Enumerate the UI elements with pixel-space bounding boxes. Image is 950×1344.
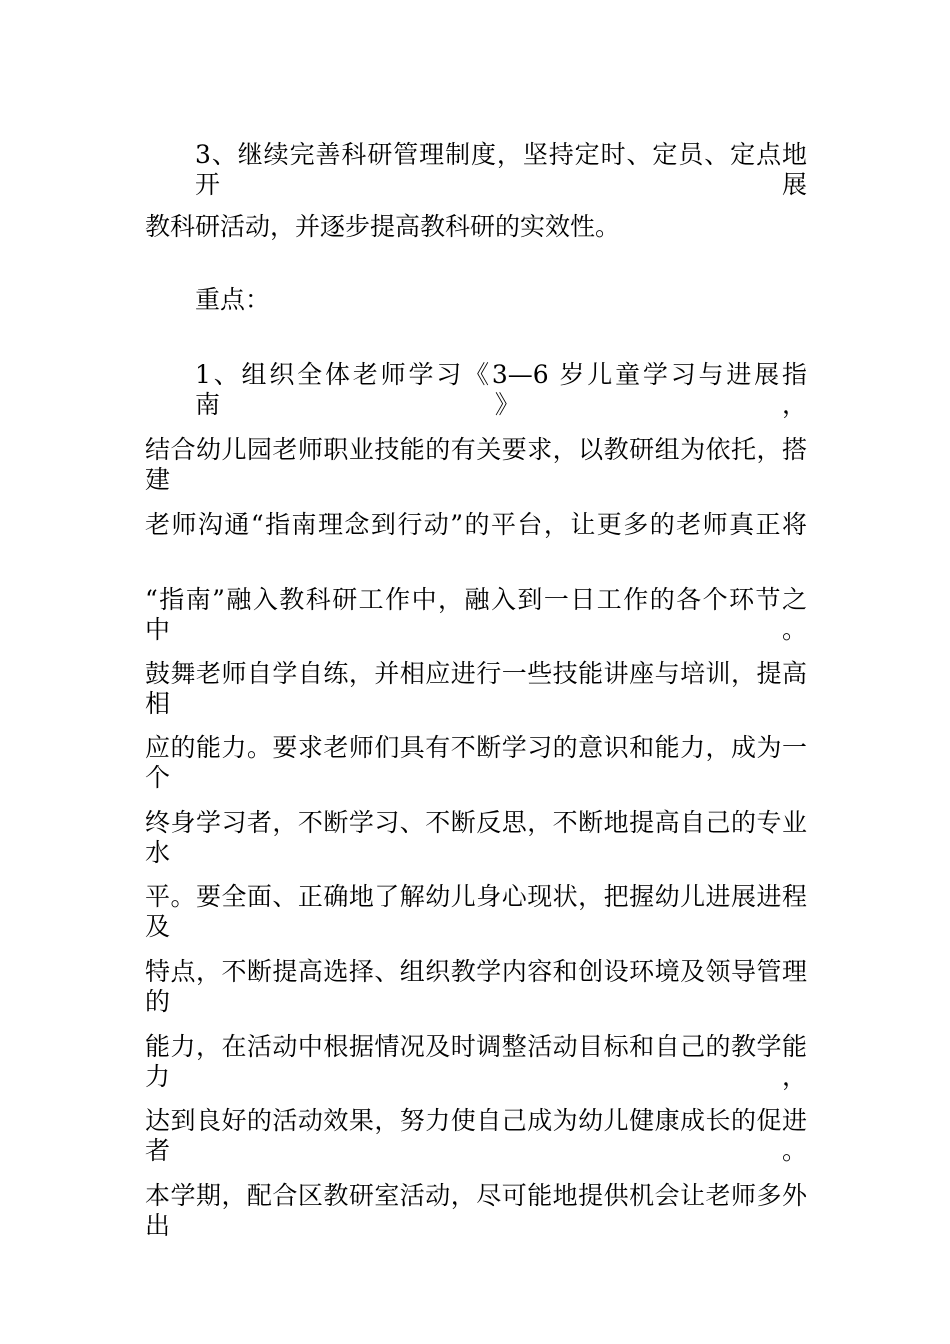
section-heading: 重点： [195,285,271,314]
paragraph-line: 3、继续完善科研管理制度，坚持定时、定员、定点地开展 [195,140,807,199]
paragraph-line: 老师沟通“指南理念到行动”的平台，让更多的老师真正将 [145,510,807,539]
paragraph-line: 1、组织全体老师学习《3—6 岁儿童学习与进展指南》， [195,360,807,419]
paragraph-line: 鼓舞老师自学自练，并相应进行一些技能讲座与培训，提高相 [145,659,807,718]
paragraph-line: 能力，在活动中根据情况及时调整活动目标和自己的教学能力， [145,1032,807,1091]
paragraph-line: 特点，不断提高选择、组织教学内容和创设环境及领导管理的 [145,957,807,1016]
paragraph-line: 本学期，配合区教研室活动，尽可能地提供机会让老师多外出 [145,1181,807,1240]
paragraph-line: 终身学习者，不断学习、不断反思，不断地提高自己的专业水 [145,808,807,867]
paragraph-line: 结合幼儿园老师职业技能的有关要求，以教研组为依托，搭建 [145,435,807,494]
paragraph-line: 达到良好的活动效果，努力使自己成为幼儿健康成长的促进者。 [145,1106,807,1165]
paragraph-line: 教科研活动，并逐步提高教科研的实效性。 [145,212,621,241]
paragraph-line: “指南”融入教科研工作中，融入到一日工作的各个环节之中。 [145,585,807,644]
paragraph-line: 平。要全面、正确地了解幼儿身心现状，把握幼儿进展进程及 [145,882,807,941]
paragraph-line: 应的能力。要求老师们具有不断学习的意识和能力，成为一个 [145,733,807,792]
